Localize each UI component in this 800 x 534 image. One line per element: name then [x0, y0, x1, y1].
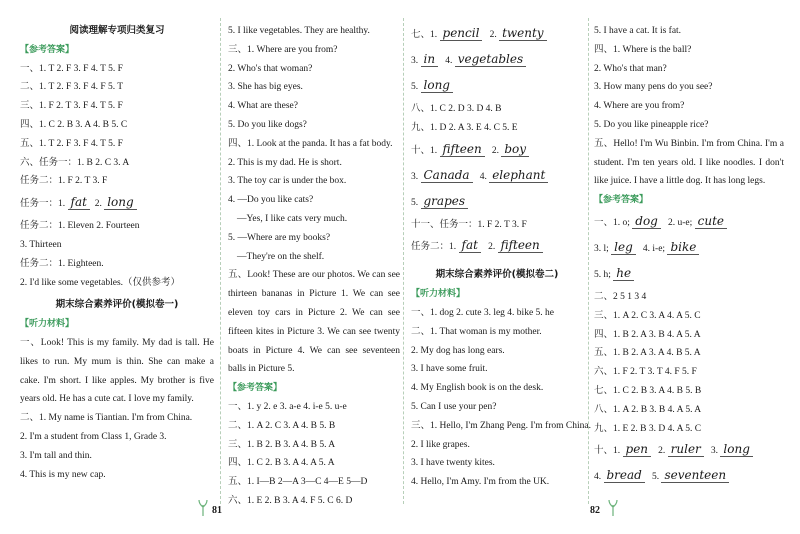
listening-paragraph: 一、Look! This is my family. My dad is tall. He likes to run. My mum is thin. She can make a cake. I'm short. I like apples. My brother is five years old. He has a cute cat. I love my family.	[20, 337, 214, 405]
answer-line: 3. Thirteen	[20, 239, 62, 250]
column-2	[228, 22, 400, 511]
section-heading: 阅读理解专项归类复习	[69, 25, 165, 36]
handwritten-answer-row: 5. h; he	[594, 262, 784, 288]
handwritten-word: fifteen	[498, 238, 543, 253]
handwritten-answer-row: 任务一：1. fat 2. long	[20, 191, 214, 217]
text-line: 一、1. dog 2. cute 3. leg 4. bike 5. he	[411, 307, 555, 318]
sprout-icon	[608, 498, 618, 516]
text-line: 2. My dog has long ears.	[411, 345, 505, 356]
exam-title: 期末综合素养评价(模拟卷二)	[435, 269, 559, 281]
answers-label: 【参考答案】	[228, 383, 283, 394]
handwritten-word: long	[104, 195, 136, 210]
text-line: 二、1. That woman is my mother.	[411, 326, 542, 337]
text-line: 5. Can I use your pen?	[411, 401, 497, 412]
answer-line: 九、1. D 2. A 3. E 4. C 5. E	[411, 122, 518, 133]
answers-label: 【参考答案】	[594, 195, 649, 206]
text-line: 5. I have a cat. It is fat.	[594, 26, 682, 36]
handwritten-word: bread	[604, 468, 645, 483]
answer-line: 八、1. A 2. B 3. B 4. A 5. A	[594, 404, 702, 415]
answer-line: 2. I'm a student from Class 1, Grade 3.	[20, 431, 167, 442]
handwritten-answer-row: 4. bread 5. seventeen	[594, 464, 784, 490]
answer-line: 四、1. B 2. A 3. B 4. A 5. A	[594, 329, 701, 340]
handwritten-word: in	[421, 52, 439, 67]
text-line: 四、1. Look at the panda. It has a fat body.	[228, 138, 393, 149]
answer-line: 任务二：1. Eighteen.	[20, 258, 104, 269]
handwritten-word: elephant	[489, 168, 548, 183]
handwritten-answer-row: 任务二：1. fat 2. fifteen	[411, 234, 583, 260]
column-divider-left	[220, 18, 221, 504]
answer-line: 五、1. T 2. F 3. F 4. T 5. F	[20, 138, 123, 149]
handwritten-answer-row: 3. Canada 4. elephant	[411, 164, 583, 190]
text-line: 3. I have some fruit.	[411, 364, 488, 375]
handwritten-word: cute	[695, 214, 727, 229]
answers-label: 【参考答案】	[20, 44, 75, 55]
handwritten-word: fat	[459, 238, 481, 253]
handwritten-word: seventeen	[661, 468, 729, 483]
text-line: 三、1. Hello, I'm Zhang Peng. I'm from China.	[411, 420, 591, 431]
handwritten-answer-row: 一、1. o; dog 2. u-e; cute	[594, 210, 784, 236]
text-line: 2. This is my dad. He is short.	[228, 157, 342, 168]
answer-line: 三、1. F 2. T 3. F 4. T 5. F	[20, 101, 123, 112]
text-line: 4. Where are you from?	[594, 101, 685, 112]
listening-label: 【听力材料】	[20, 319, 75, 330]
answer-line: 五、1. B 2. A 3. A 4. B 5. A	[594, 348, 701, 359]
answer-line: 六、任务一：1. B 2. C 3. A	[20, 157, 130, 168]
column-3	[411, 22, 591, 492]
handwritten-answer-row: 5. long	[411, 74, 583, 100]
sprout-icon	[198, 498, 208, 516]
handwritten-word: he	[613, 266, 634, 281]
handwritten-word: Canada	[421, 168, 473, 183]
answer-line: 一、1. y 2. e 3. a-e 4. i-e 5. u-e	[228, 401, 347, 412]
answer-line: 九、1. E 2. B 3. D 4. A 5. C	[594, 423, 702, 434]
text-line: 5. I like vegetables. They are healthy.	[228, 26, 370, 36]
handwritten-answer-row: 5. grapes	[411, 190, 583, 216]
listening-paragraph: 五、Hello! I'm Wu Binbin. I'm from China. I'm a student. I'm ten years old. I like noodles. I don't like juice. I have a little dog. It has long legs.	[594, 138, 784, 187]
handwritten-word: ruler	[668, 442, 704, 457]
answer-line: 二、2 5 1 3 4	[594, 291, 647, 302]
center-divider	[403, 18, 404, 504]
answer-line: 七、1. C 2. B 3. A 4. B 5. B	[594, 385, 702, 396]
answer-line: 二、1. A 2. C 3. A 4. B 5. B	[228, 420, 336, 431]
answer-line: 一、1. T 2. F 3. F 4. T 5. F	[20, 63, 123, 74]
column-divider-right	[588, 18, 589, 504]
text-line: 3. I have twenty kites.	[411, 458, 495, 469]
answer-line: 二、1. T 2. F 3. F 4. F 5. T	[20, 82, 124, 93]
handwritten-answer-row: 3. in 4. vegetables	[411, 48, 583, 74]
text-line: 3. How many pens do you see?	[594, 82, 713, 93]
column-4	[594, 22, 784, 490]
column-1	[20, 22, 214, 484]
answer-line: 四、1. C 2. B 3. A 4. B 5. C	[20, 119, 128, 130]
text-line: 2. Who's that man?	[594, 63, 667, 74]
handwritten-answer-row: 十、1. pen 2. ruler 3. long	[594, 438, 784, 464]
text-line: 5. —Where are my books?	[228, 232, 331, 243]
answer-line: 二、1. My name is Tiantian. I'm from China.	[20, 413, 193, 424]
page-number-right: 82	[590, 505, 600, 516]
handwritten-answer-row: 十、1. fifteen 2. boy	[411, 138, 583, 164]
exam-title: 期末综合素养评价(模拟卷一)	[55, 299, 179, 311]
answer-line: 五、1. I—B 2—A 3—C 4—E 5—D	[228, 477, 368, 488]
answer-line: 任务二：1. Eleven 2. Fourteen	[20, 221, 140, 232]
handwritten-word: pencil	[440, 26, 483, 41]
handwritten-word: fat	[68, 195, 90, 210]
answer-line: 十一、任务一：1. F 2. T 3. F	[411, 219, 527, 230]
text-line: 3. The toy car is under the box.	[228, 176, 347, 187]
handwritten-answer-row: 七、1. pencil 2. twenty	[411, 22, 583, 48]
answer-line: 2. I'd like some vegetables.（仅供参考）	[20, 277, 181, 288]
handwritten-word: vegetables	[455, 52, 526, 67]
answer-line: 3. I'm tall and thin.	[20, 450, 92, 461]
handwritten-word: long	[720, 442, 752, 457]
answer-line: 三、1. B 2. B 3. A 4. B 5. A	[228, 439, 336, 450]
text-line: 5. Do you like dogs?	[228, 119, 307, 130]
text-line: —Yes, I like cats very much.	[237, 213, 348, 224]
answer-line: 六、1. F 2. T 3. T 4. F 5. F	[594, 367, 697, 378]
text-line: 4. My English book is on the desk.	[411, 383, 544, 394]
handwritten-word: twenty	[499, 26, 547, 41]
text-line: 3. She has big eyes.	[228, 82, 303, 93]
answer-line: 4. This is my new cap.	[20, 469, 106, 480]
handwritten-answer-row: 3. l; leg 4. i-e; bike	[594, 236, 784, 262]
answer-line: 任务二：1. F 2. T 3. F	[20, 176, 108, 187]
handwritten-word: long	[421, 78, 453, 93]
page-number-left: 81	[212, 505, 222, 516]
handwritten-word: dog	[632, 214, 661, 229]
text-line: 四、1. Where is the ball?	[594, 44, 692, 55]
handwritten-word: leg	[611, 240, 636, 255]
handwritten-word: bike	[667, 240, 699, 255]
text-line: —They're on the shelf.	[237, 251, 325, 262]
text-line: 5. Do you like pineapple rice?	[594, 119, 709, 130]
listening-paragraph: 五、Look! These are our photos. We can see thirteen bananas in Picture 1. We can see eleven toy cars in Picture 2. We can see fifteen kites in Picture 3. We can see twenty boats in Picture 4. We can see seventeen balls in Picture 5.	[228, 270, 400, 375]
listening-label: 【听力材料】	[411, 289, 466, 300]
text-line: 三、1. Where are you from?	[228, 44, 338, 55]
answer-line: 四、1. C 2. B 3. A 4. A 5. A	[228, 458, 335, 469]
text-line: 4. Hello, I'm Amy. I'm from the UK.	[411, 477, 550, 488]
text-line: 2. Who's that woman?	[228, 63, 313, 74]
handwritten-word: grapes	[421, 194, 469, 209]
handwritten-word: boy	[501, 142, 529, 157]
text-line: 4. —Do you like cats?	[228, 195, 314, 206]
handwritten-word: fifteen	[440, 142, 485, 157]
answer-line: 六、1. E 2. B 3. A 4. F 5. C 6. D	[228, 495, 353, 506]
answer-line: 三、1. A 2. C 3. A 4. A 5. C	[594, 310, 701, 321]
handwritten-word: pen	[623, 442, 652, 457]
answer-line: 八、1. C 2. D 3. D 4. B	[411, 104, 502, 114]
text-line: 2. I like grapes.	[411, 439, 470, 450]
text-line: 4. What are these?	[228, 101, 298, 112]
